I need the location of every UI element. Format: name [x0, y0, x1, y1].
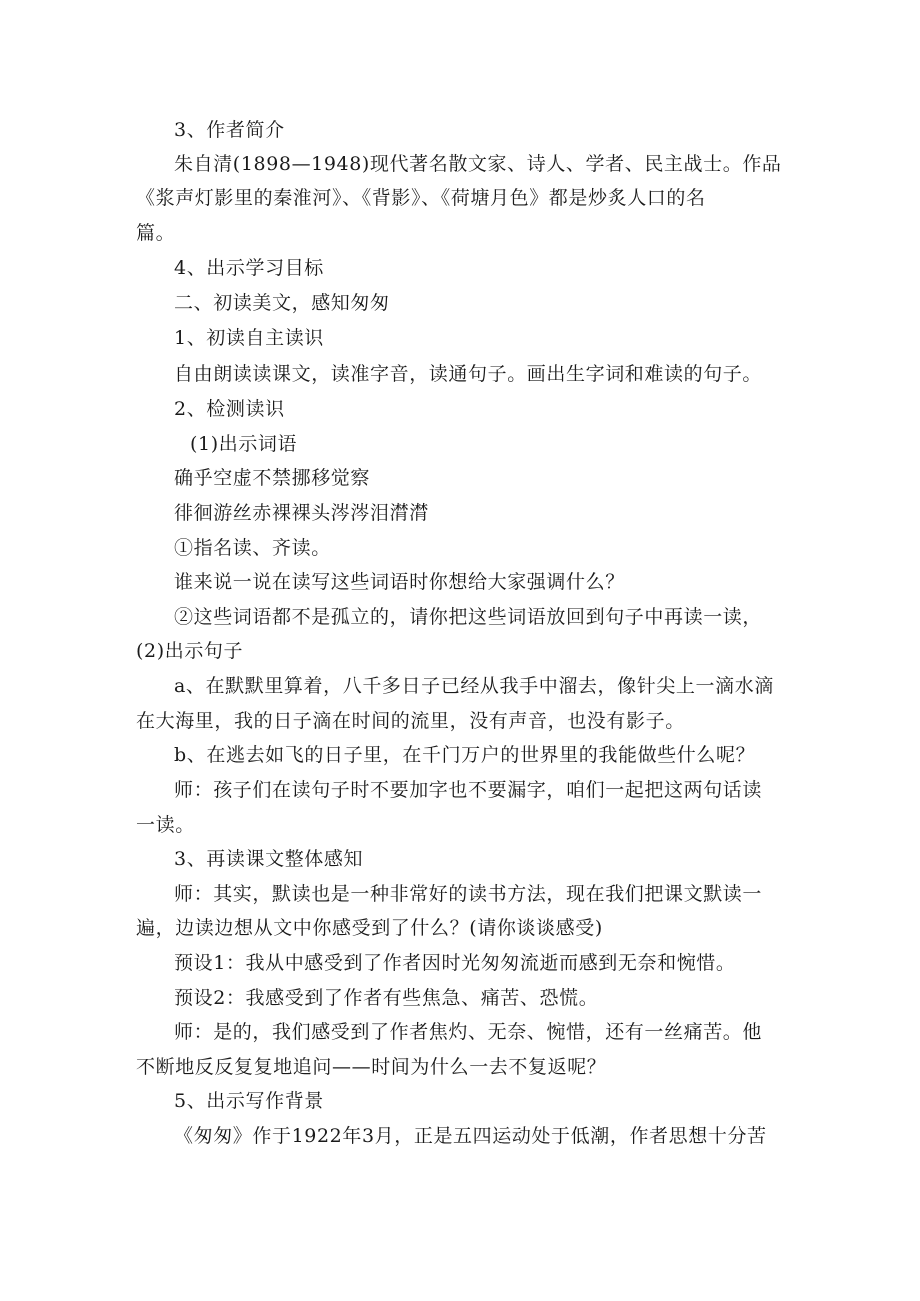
- paragraph-line: a、在默默里算着，八千多日子已经从我手中溜去，像针尖上一滴水滴: [174, 675, 774, 697]
- paragraph-line: 《匆匆》作于1922年3月，正是五四运动处于低潮，作者思想十分苦: [174, 1125, 767, 1147]
- paragraph-line: 自由朗读读课文，读准字音，读通句子。画出生字词和难读的句子。: [174, 363, 763, 385]
- paragraph-line: 师：孩子们在读句子时不要加字也不要漏字，咱们一起把这两句话读: [174, 779, 763, 801]
- paragraph-line: 遍，边读边想从文中你感受到了什么？(请你谈谈感受): [136, 917, 603, 939]
- paragraph-line: 篇。: [136, 222, 176, 244]
- paragraph-line: ②这些词语都不是孤立的，请你把这些词语放回到句子中再读一读，: [174, 606, 763, 628]
- paragraph-line: b、在逃去如飞的日子里，在千门万户的世界里的我能做些什么呢？: [174, 744, 756, 766]
- paragraph-line: 《浆声灯影里的秦淮河》、《背影》、《荷塘月色》都是炒炙人口的名: [136, 187, 706, 209]
- heading-learning-goals: 4、出示学习目标: [174, 257, 324, 279]
- paragraph-line: 预设1：我从中感受到了作者因时光匆匆流逝而感到无奈和惋惜。: [174, 952, 736, 974]
- paragraph-line: 不断地反反复复地追问——时间为什么一去不复返呢？: [136, 1056, 607, 1078]
- heading-show-words: (1)出示词语: [190, 433, 298, 455]
- paragraph-line: 师：是的，我们感受到了作者焦灼、无奈、惋惜，还有一丝痛苦。他: [174, 1021, 763, 1043]
- heading-writing-background: 5、出示写作背景: [174, 1090, 324, 1112]
- heading-section-two: 二、初读美文，感知匆匆: [174, 292, 390, 314]
- heading-first-reading: 1、初读自主读识: [174, 327, 324, 349]
- paragraph-line: 谁来说一说在读写这些词语时你想给大家强调什么？: [174, 571, 625, 593]
- heading-reread: 3、再读课文整体感知: [174, 848, 364, 870]
- paragraph-line: 在大海里，我的日子滴在时间的流里，没有声音，也没有影子。: [136, 710, 685, 732]
- paragraph-line: 师：其实，默读也是一种非常好的读书方法，现在我们把课文默读一: [174, 883, 763, 905]
- heading-author-intro: 3、作者简介: [174, 119, 285, 141]
- paragraph-line: 朱自清(1898—1948)现代著名散文家、诗人、学者、民主战士。作品: [174, 153, 782, 175]
- heading-show-sentences: (2)出示句子: [136, 640, 244, 662]
- paragraph-line: 一读。: [136, 814, 195, 836]
- heading-check-reading: 2、检测读识: [174, 398, 285, 420]
- vocabulary-line: 确乎空虚不禁挪移觉察: [174, 467, 371, 489]
- paragraph-line: ①指名读、齐读。: [174, 537, 331, 559]
- paragraph-line: 预设2：我感受到了作者有些焦急、痛苦、恐慌。: [174, 987, 599, 1009]
- vocabulary-line: 徘徊游丝赤裸裸头涔涔泪潸潸: [174, 502, 429, 524]
